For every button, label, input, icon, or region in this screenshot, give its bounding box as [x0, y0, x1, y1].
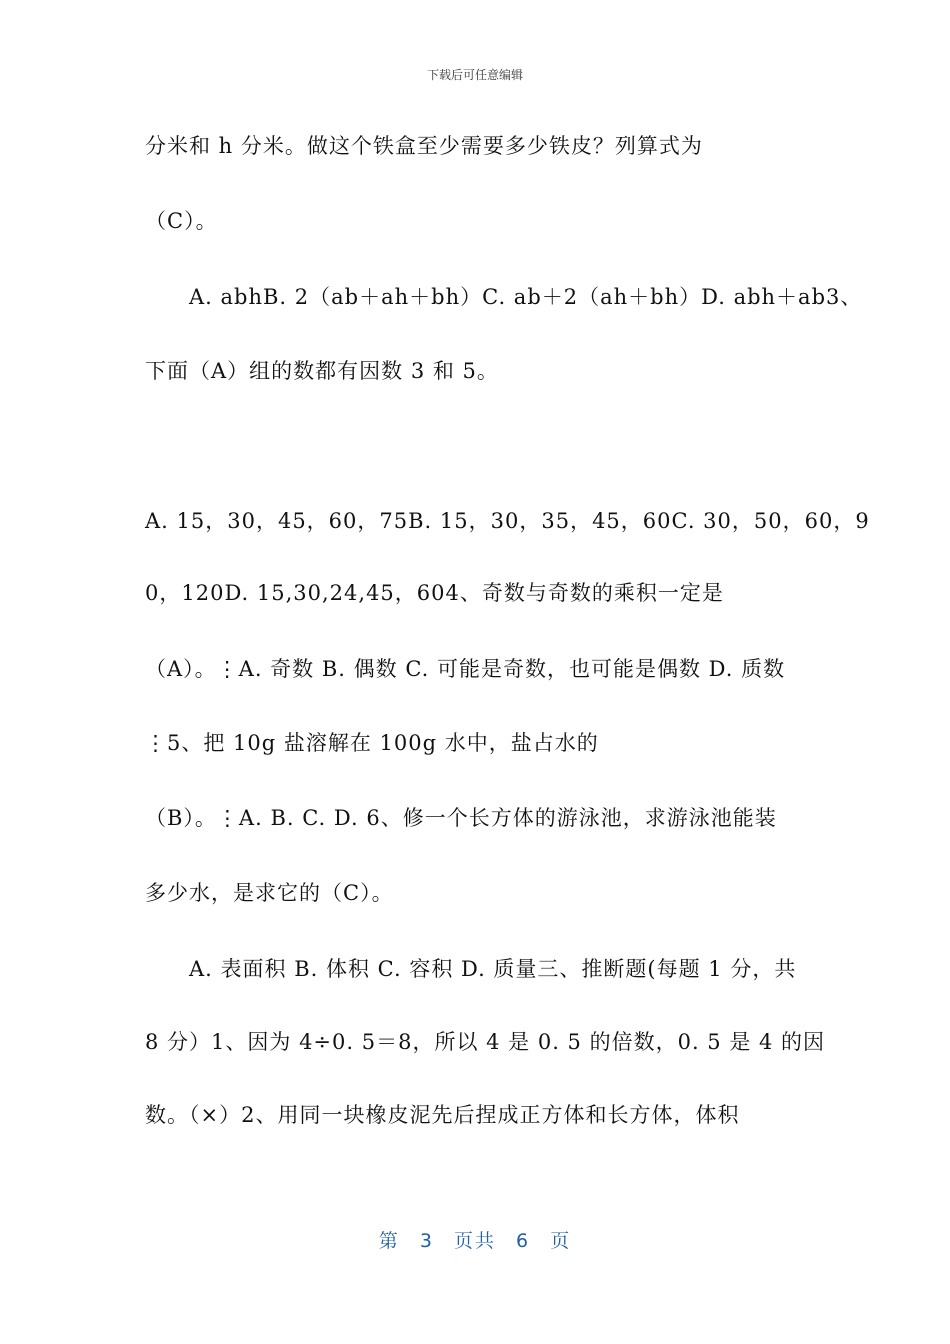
page-header: 下载后可任意编辑 — [426, 68, 523, 82]
total-page-count: 6 — [516, 1230, 531, 1252]
current-page-number: 3 — [419, 1230, 434, 1252]
footer-suffix: 页 — [550, 1230, 572, 1252]
text-line: 0，120D. 15,30,24,45，604、奇数与奇数的乘积一定是 — [145, 581, 724, 605]
text-line: 数。（×）2、用同一块橡皮泥先后捏成正方体和长方体，体积 — [145, 1103, 740, 1127]
text-line: （B）。⋮A. B. C. D. 6、修一个长方体的游泳池，求游泳池能装 — [145, 806, 777, 830]
text-line: 多少水，是求它的（C）。 — [145, 881, 394, 905]
page-footer — [0, 1226, 950, 1253]
text-line: 下面（A）组的数都有因数 3 和 5。 — [145, 359, 499, 383]
text-line: （C）。 — [145, 209, 218, 233]
text-line: A. abhB. 2（ab＋ah＋bh）C. ab＋2（ah＋bh）D. abh＋ab3、 — [189, 285, 863, 309]
text-line: （A）。⋮A. 奇数 B. 偶数 C. 可能是奇数，也可能是偶数 D. 质数 — [145, 657, 786, 681]
footer-prefix: 第 — [378, 1230, 400, 1252]
footer-middle: 页共 — [453, 1230, 496, 1252]
text-line: A. 15，30，45，60，75B. 15，30，35，45，60C. 30，50，60，9 — [145, 509, 870, 533]
text-line: A. 表面积 B. 体积 C. 容积 D. 质量三、推断题(每题 1 分，共 — [189, 957, 797, 981]
text-line: ⋮5、把 10g 盐溶解在 100g 水中，盐占水的 — [145, 731, 599, 755]
text-line: 8 分）1、因为 4÷0. 5＝8，所以 4 是 0. 5 的倍数，0. 5 是 4 的因 — [145, 1030, 826, 1054]
text-line: 分米和 h 分米。做这个铁盒至少需要多少铁皮？列算式为 — [145, 134, 703, 158]
